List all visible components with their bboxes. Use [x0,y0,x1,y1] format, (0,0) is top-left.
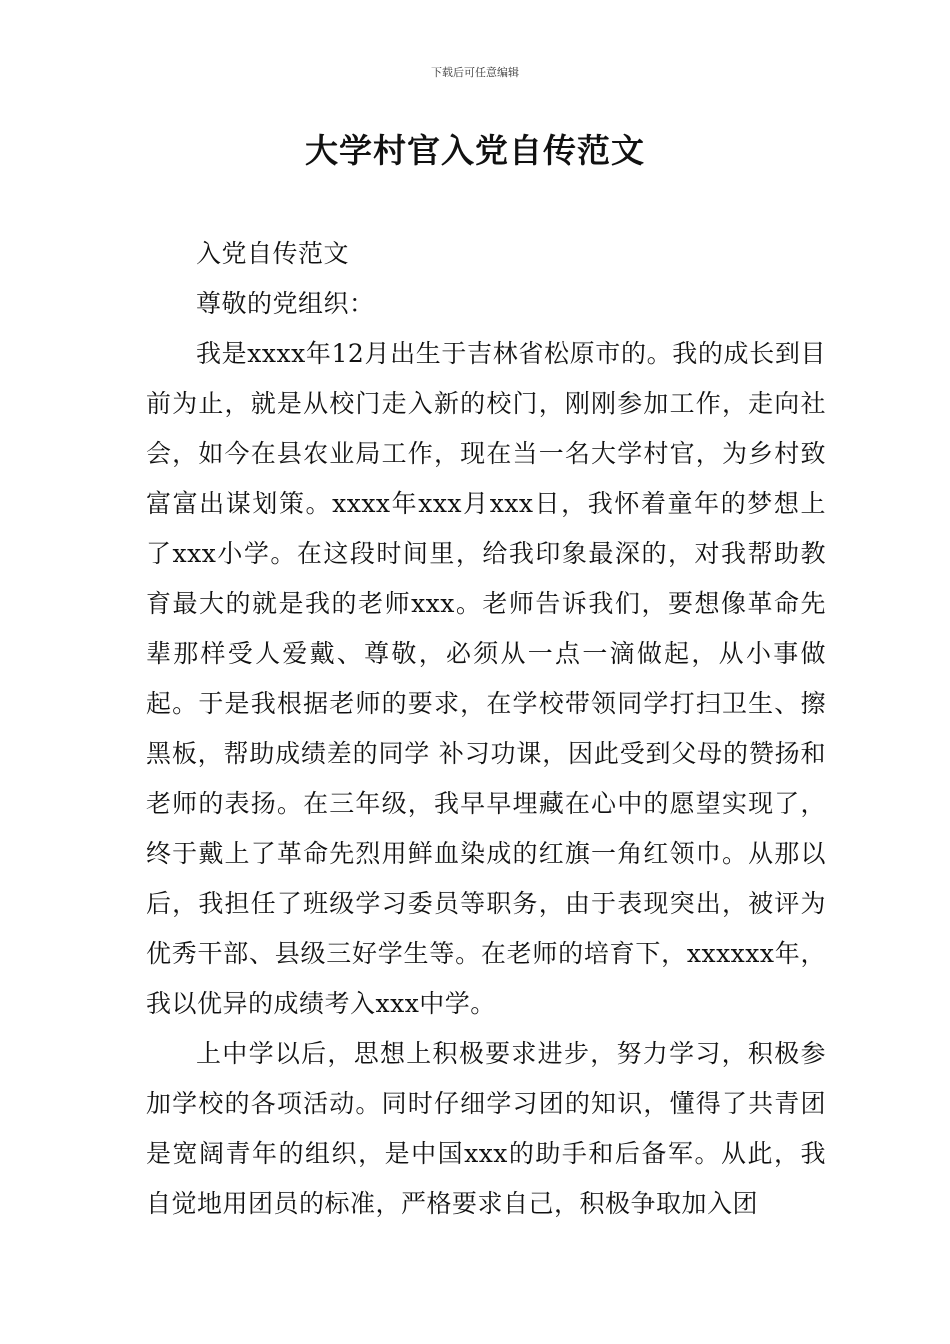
paragraph-1: 我是xxxx年12月出生于吉林省松原市的。我的成长到目前为止，就是从校门走入新的校门，刚刚参加工作，走向社会，如今在县农业局工作，现在当一名大学村官，为乡村致富富出谋划策。xxxx年xxx月xxx日，我怀着童年的梦想上了xxx小学。在这段时间里，给我印象最深的，对我帮助教育最大的就是我的老师xxx。老师告诉我们，要想像革命先辈那样受人爱戴、尊敬，必须从一点一滴做起，从小事做起。于是我根据老师的要求，在学校带领同学打扫卫生、擦黑板，帮助成绩差的同学 补习功课，因此受到父母的赞扬和老师的表扬。在三年级，我早早埋藏在心中的愿望实现了，终于戴上了革命先烈用鲜血染成的红旗一角红领巾。从那以后，我担任了班级学习委员等职务，由于表现突出，被评为优秀干部、县级三好学生等。在老师的培育下，xxxxxx年，我以优异的成绩考入xxx中学。 [146,339,826,1018]
salutation: 尊敬的党组织： [196,289,375,318]
paragraph-2: 上中学以后，思想上积极要求进步，努力学习，积极参加学校的各项活动。同时仔细学习团的知识，懂得了共青团是宽阔青年的组织，是中国xxx的助手和后备军。从此，我自觉地用团员的标准，严格要求自己，积极争取加入团 [146,1039,826,1218]
header-note: 下载后可任意编辑 [431,66,519,79]
document-title: 大学村官入党自传范文 [305,131,645,170]
document-subtitle: 入党自传范文 [196,239,350,268]
document-body [146,229,826,1229]
